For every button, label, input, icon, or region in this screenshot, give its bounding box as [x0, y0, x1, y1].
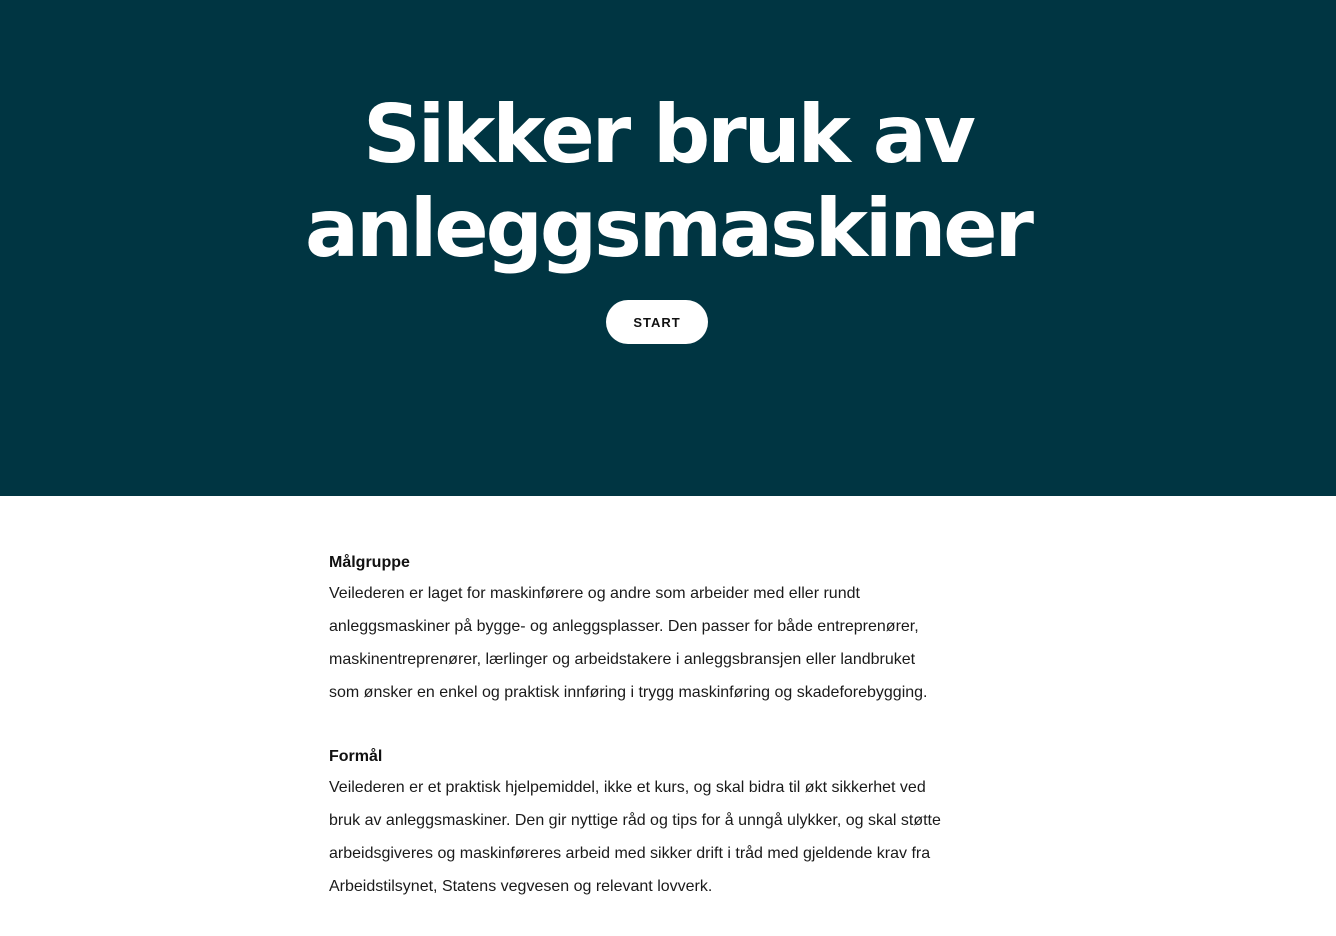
- section-target-group: [329, 548, 1009, 709]
- section-heading: Målgruppe: [329, 554, 410, 571]
- body-line: anleggsmaskiner på bygge- og anleggsplasser. Den passer for både entreprenører,: [329, 618, 919, 635]
- section-heading: Formål: [329, 748, 383, 765]
- body-line: Arbeidstilsynet, Statens vegvesen og relevant lovverk.: [329, 878, 713, 895]
- page-title-line-2: anleggsmaskiner: [304, 182, 1031, 275]
- body-line: maskinentreprenører, lærlinger og arbeidstakere i anleggsbransjen eller landbruket: [329, 651, 916, 668]
- body-line: bruk av anleggsmaskiner. Den gir nyttige råd og tips for å unngå ulykker, og skal støtte: [329, 812, 941, 829]
- body-line: arbeidsgiveres og maskinføreres arbeid med sikker drift i tråd med gjeldende krav fra: [329, 845, 931, 862]
- body-line: som ønsker en enkel og praktisk innføring i trygg maskinføring og skadeforebygging.: [329, 684, 928, 701]
- course-description: [329, 548, 1009, 936]
- page-title-line-1: Sikker bruk av: [363, 88, 973, 181]
- section-body: [329, 771, 1009, 903]
- section-body: [329, 577, 1009, 709]
- page-title: [0, 88, 1336, 276]
- section-purpose: [329, 742, 1009, 903]
- start-button[interactable]: START: [606, 300, 708, 344]
- body-line: Veilederen er laget for maskinførere og andre som arbeider med eller rundt: [329, 585, 860, 602]
- body-line: Veilederen er et praktisk hjelpemiddel, ikke et kurs, og skal bidra til økt sikkerhet ved: [329, 779, 926, 796]
